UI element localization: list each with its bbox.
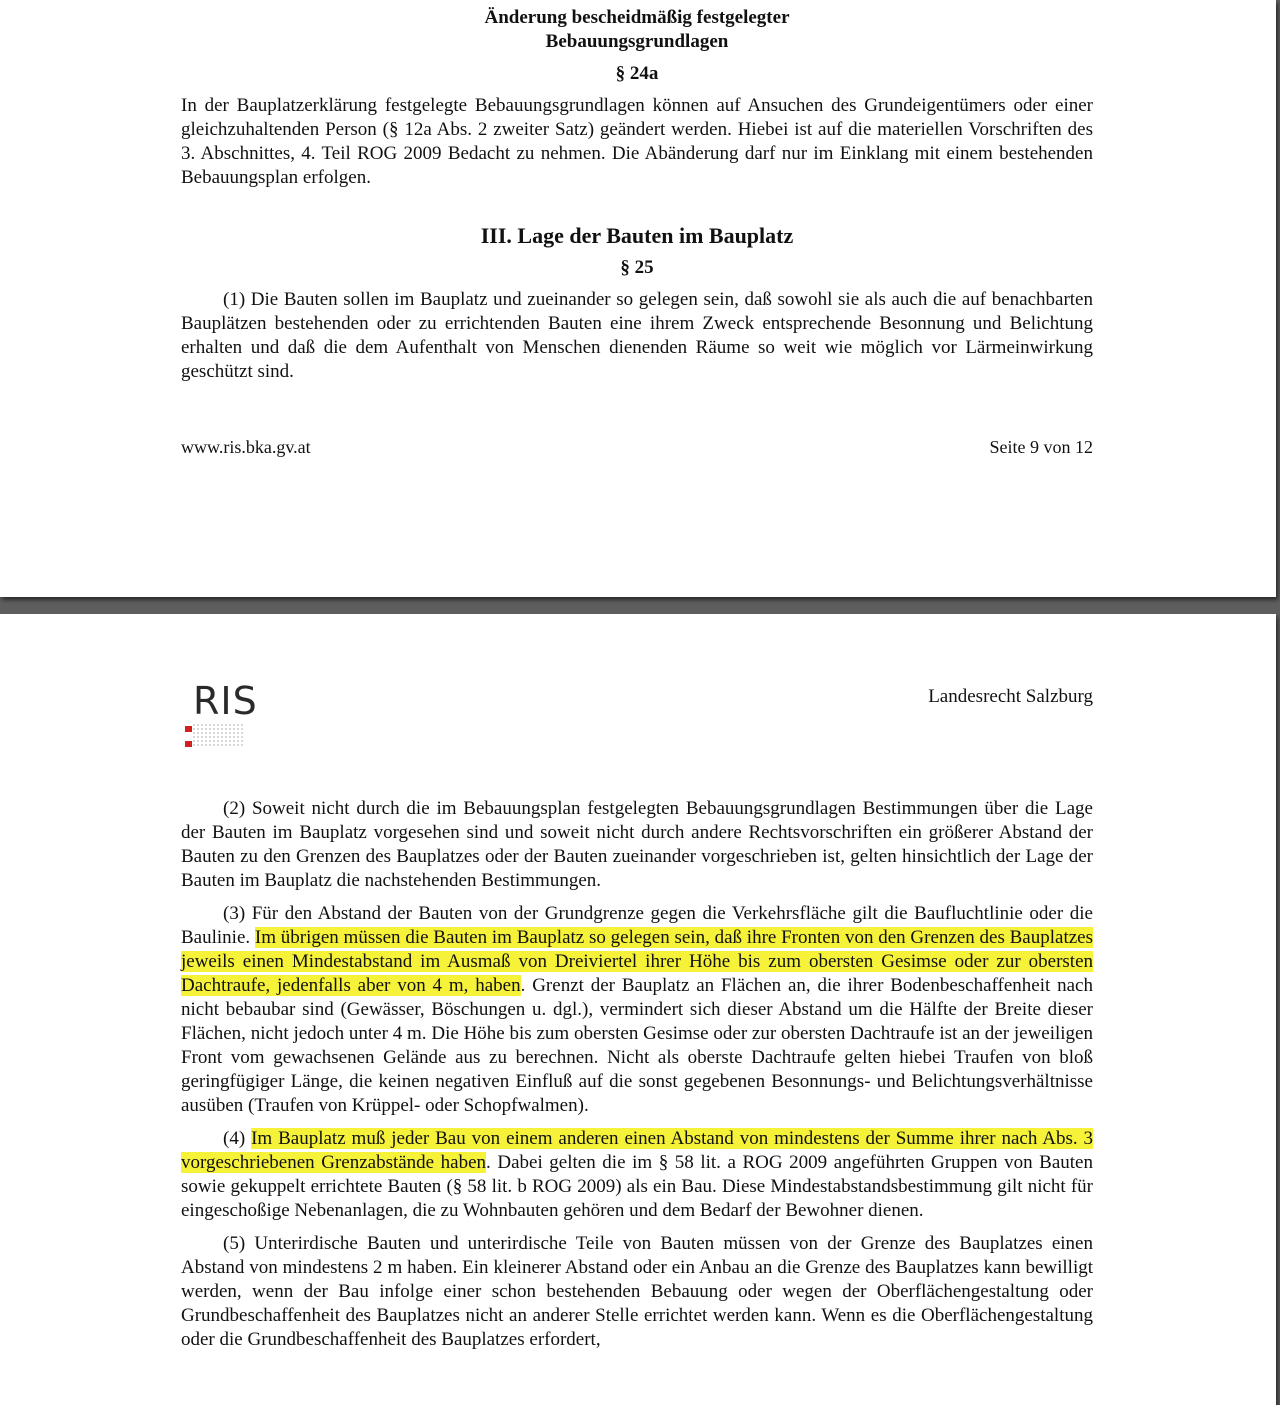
highlighted-text[interactable]: Im Bauplatz muß jeder Bau von einem anderen einen Abstand von mindestens der Summe ihrer nach Abs. 3 vorgeschriebenen Grenzabstände haben: [181, 1128, 1094, 1173]
ris-logo-text: RIS: [193, 679, 258, 723]
paragraph-25-3-text: [181, 902, 1093, 1118]
section-heading: [181, 6, 1093, 54]
page-footer: [181, 436, 1093, 458]
paragraph-25-4-number: (4): [223, 1128, 252, 1149]
paragraph-25-2-text: (2) Soweit nicht durch die im Bebauungsplan festgelegten Bebauungsgrundlagen Bestimmungen über die Lage der Bauten im Bauplatz vorgesehen sind und soweit nicht durch andere Rechtsvorschriften ein größerer Abstand der Bauten zu den Grenzen des Bauplatzes oder der Bauten zueinander vorgeschrieben ist, gelten hinsichtlich der Lage der Bauten im Bauplatz die nachstehenden Bestimmungen.: [181, 798, 1093, 891]
pdf-page-10: [0, 614, 1276, 1405]
ris-logo-dots-icon: [185, 724, 243, 748]
pdf-page-9: [0, 0, 1276, 597]
paragraph-25-4-rest: . Dabei gelten die im § 58 lit. a ROG 2009 angeführten Gruppen von Bauten sowie gekuppelt errichtete Bauten (§ 58 lit. b ROG 2009) als ein Bau. Diese Mindestabstandsbestimmung gilt nicht für eingeschoßige Nebenanlagen, die zu Wohnbauten gehören und dem Bedarf der Bewohner dienen.: [181, 1152, 1093, 1221]
ris-logo: [181, 679, 281, 762]
highlighted-text[interactable]: Im übrigen müssen die Bauten im Bauplatz so gelegen sein, daß ihre Fronten von den Grenzen des Bauplatzes jeweils einen Mindestabstand im Ausmaß von Dreiviertel ihrer Höhe bis zum obersten Gesimse oder zur obersten Dachtraufe, jedenfalls aber von 4 m, haben: [181, 927, 1093, 996]
footer-page-number: Seite 9 von 12: [989, 437, 1093, 457]
paragraph-25-5-text: (5) Unterirdische Bauten und unterirdische Teile von Bauten müssen von der Grenze des Bauplatzes einen Abstand von mindestens 2 m haben. Ein kleinerer Abstand oder ein Anbau an die Grenze des Bauplatzes kann bewilligt werden, wenn der Bau infolge einer schon bestehenden Bebauung oder wegen der Oberflächengestaltung oder Grundbeschaffenheit des Bauplatzes nicht an anderer Stelle errichtet werden kann. Wenn es die Oberflächengestaltung oder die Grundbeschaffenheit des Bauplatzes erfordert,: [181, 1233, 1093, 1350]
paragraph-number-25: § 25: [620, 257, 654, 278]
footer-url[interactable]: www.ris.bka.gv.at: [181, 437, 311, 457]
chapter-heading: III. Lage der Bauten im Bauplatz: [480, 223, 794, 248]
header-jurisdiction: Landesrecht Salzburg: [928, 686, 1093, 707]
paragraph-number-24a: § 24a: [615, 63, 659, 84]
section-heading-line1: Änderung bescheidmäßig festgelegter: [484, 7, 790, 28]
section-heading-line2: Bebauungsgrundlagen: [545, 31, 729, 52]
paragraph-25-4-text: [181, 1127, 1093, 1223]
page-10-content: [181, 797, 1093, 1352]
paragraph-25-1-text: (1) Die Bauten sollen im Bauplatz und zueinander so gelegen sein, daß sowohl sie als auch die auf benachbarten Bauplätzen bestehenden oder zu errichtenden Bauten eine ihrem Zweck entsprechende Besonnung und Belichtung erhalten und daß die dem Aufenthalt von Menschen dienenden Räume so weit wie möglich vor Lärmeinwirkung geschützt sind.: [181, 289, 1093, 382]
paragraph-24a-text: In der Bauplatzerklärung festgelegte Bebauungsgrundlagen können auf Ansuchen des Grundeigentümers oder einer gleichzuhaltenden Person (§ 12a Abs. 2 zweiter Satz) geändert werden. Hiebei ist auf die materiellen Vorschriften des 3. Abschnittes, 4. Teil ROG 2009 Bedacht zu nehmen. Die Abänderung darf nur im Einklang mit einem bestehenden Bebauungsplan erfolgen.: [181, 95, 1093, 188]
paragraph-25-3-intro: (3) Für den Abstand der Bauten von der Grundgrenze gegen die Verkehrsfläche gilt die Baufluchtlinie oder die Baulinie.: [181, 903, 1093, 948]
paragraph-25-3-rest: . Grenzt der Bauplatz an Flächen an, die ihrer Bodenbeschaffenheit nach nicht bebaubar sind (Gewässer, Böschungen u. dgl.), vermindert sich dieser Abstand um die Hälfte der Breite dieser Flächen, nicht jedoch unter 4 m. Die Höhe bis zum obersten Gesimse oder zur obersten Dachtraufe ist an der jeweiligen Front vom gewachsenen Gelände aus zu berechnen. Nicht als oberste Dachtraufe gelten hiebei Traufen von bloß geringfügiger Länge, die keinen negativen Einfluß auf die sonst gegebenen Besonnungs- und Belichtungsverhältnisse ausüben (Traufen von Krüppel- oder Schopfwalmen).: [181, 975, 1093, 1116]
page-9-content: [181, 6, 1093, 384]
